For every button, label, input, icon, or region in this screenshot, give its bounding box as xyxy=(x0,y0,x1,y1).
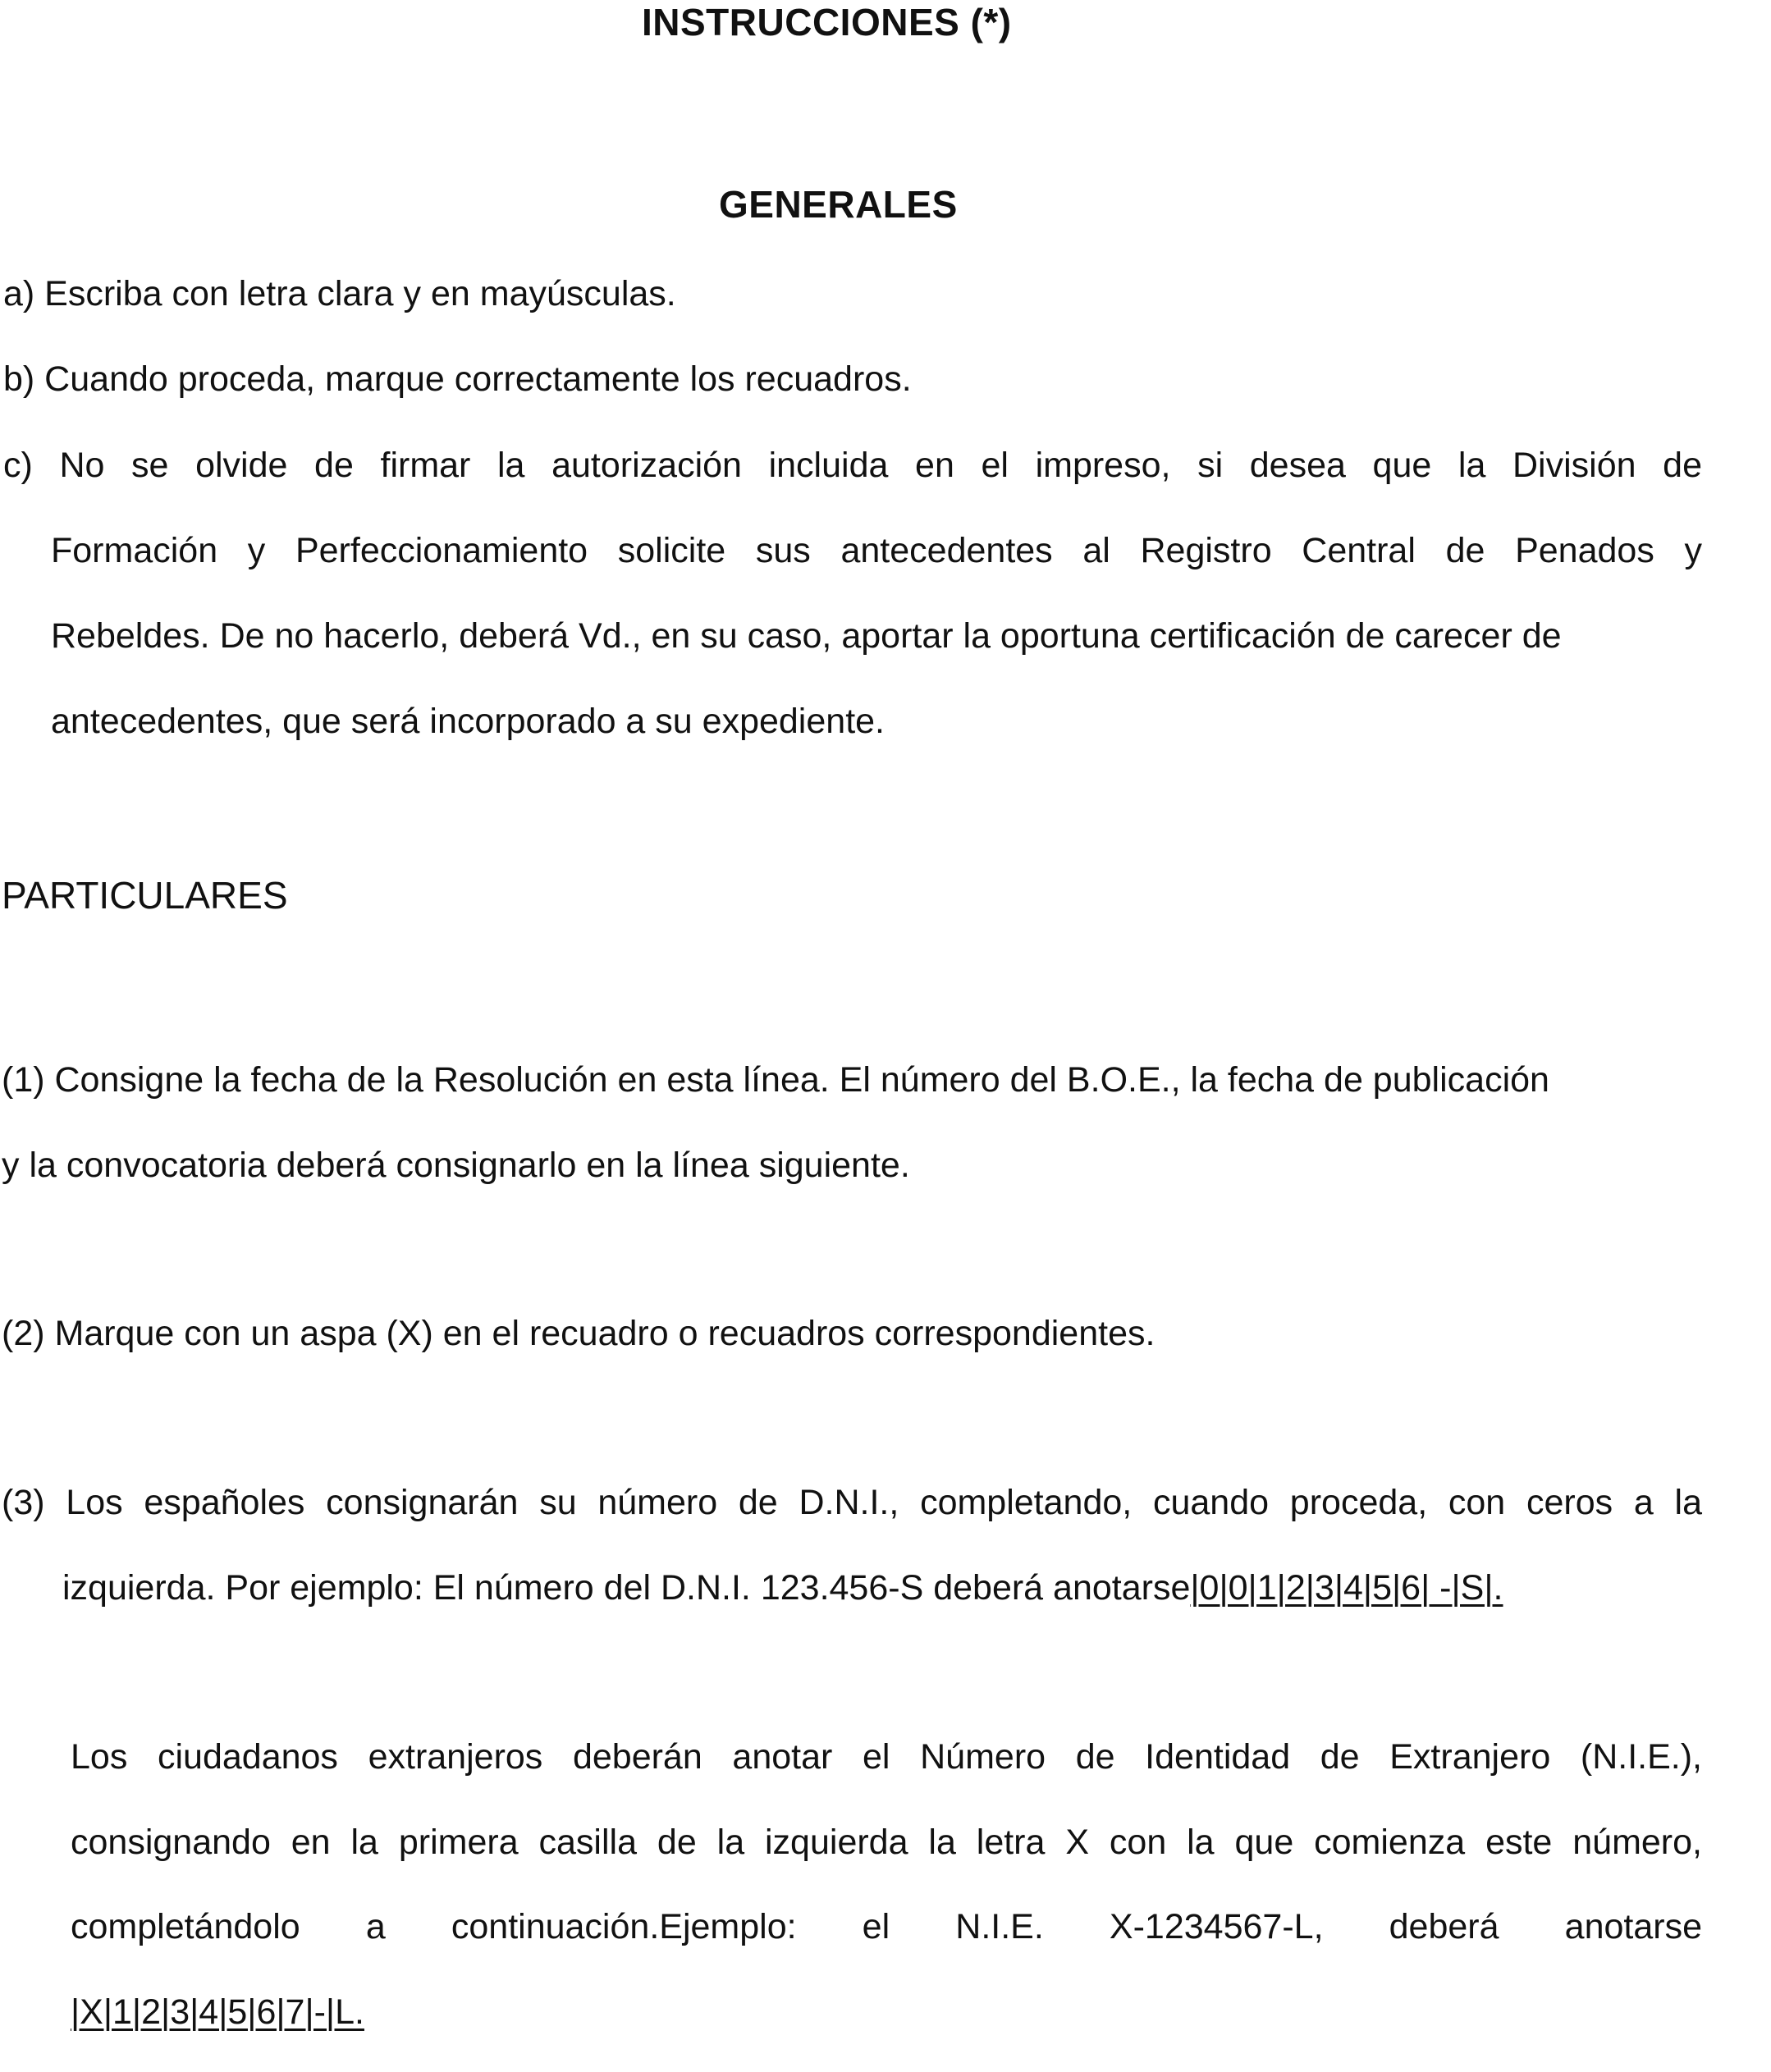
particular-1-line2: y la convocatoria deberá consignarlo en la línea siguiente. xyxy=(2,1146,910,1185)
dni-example: |0|0|1|2|3|4|5|6| -|S|. xyxy=(1190,1568,1503,1608)
particular-3-line2-text: izquierda. Por ejemplo: El número del D.N.I. 123.456-S deberá anotarse xyxy=(62,1568,1191,1608)
instruction-item-c-line2 xyxy=(51,530,1702,571)
instruction-item-c-line3: Rebeldes. De no hacerlo, deberá Vd., en su caso, aportar la oportuna certificación de carecer de xyxy=(51,616,1562,656)
document-title: INSTRUCCIONES (*) xyxy=(642,1,1012,43)
nie-line1-text: Los ciudadanos extranjeros deberán anotar el Número de Identidad de Extranjero (N.I.E.), xyxy=(71,1737,1702,1777)
nie-example: |X|1|2|3|4|5|6|7|-|L. xyxy=(71,1992,364,2032)
nie-line2-text: consignando en la primera casilla de la izquierda la letra X con la que comienza este número, xyxy=(71,1823,1702,1862)
particular-3-line1 xyxy=(2,1482,1702,1523)
section-heading-generales: GENERALES xyxy=(719,183,958,226)
instruction-item-c-line4: antecedentes, que será incorporado a su expediente. xyxy=(51,702,886,741)
particular-3-line1-text: (3) Los españoles consignarán su número de D.N.I., completando, cuando proceda, con ceros a la xyxy=(2,1483,1702,1522)
instruction-item-b: b) Cuando proceda, marque correctamente los recuadros. xyxy=(3,359,912,399)
nie-line1 xyxy=(71,1736,1702,1777)
instruction-item-c-line1-text: c) No se olvide de firmar la autorización incluida en el impreso, si desea que la División de xyxy=(3,446,1702,485)
particular-2: (2) Marque con un aspa (X) en el recuadro o recuadros correspondientes. xyxy=(2,1314,1155,1353)
instruction-item-a: a) Escriba con letra clara y en mayúsculas. xyxy=(3,274,676,313)
section-heading-particulares: PARTICULARES xyxy=(2,874,288,917)
particular-3-line2 xyxy=(62,1567,1503,1608)
instruction-item-c-line1 xyxy=(3,445,1702,486)
instruction-item-c-line2-text: Formación y Perfeccionamiento solicite sus antecedentes al Registro Central de Penados y xyxy=(51,531,1702,570)
particular-1-line1: (1) Consigne la fecha de la Resolución en esta línea. El número del B.O.E., la fecha de publicación xyxy=(2,1060,1549,1100)
nie-line3-text: completándolo a continuación.Ejemplo: el N.I.E. X-1234567-L, deberá anotarse xyxy=(71,1907,1702,1946)
nie-line2 xyxy=(71,1822,1702,1863)
nie-line3 xyxy=(71,1906,1702,1947)
